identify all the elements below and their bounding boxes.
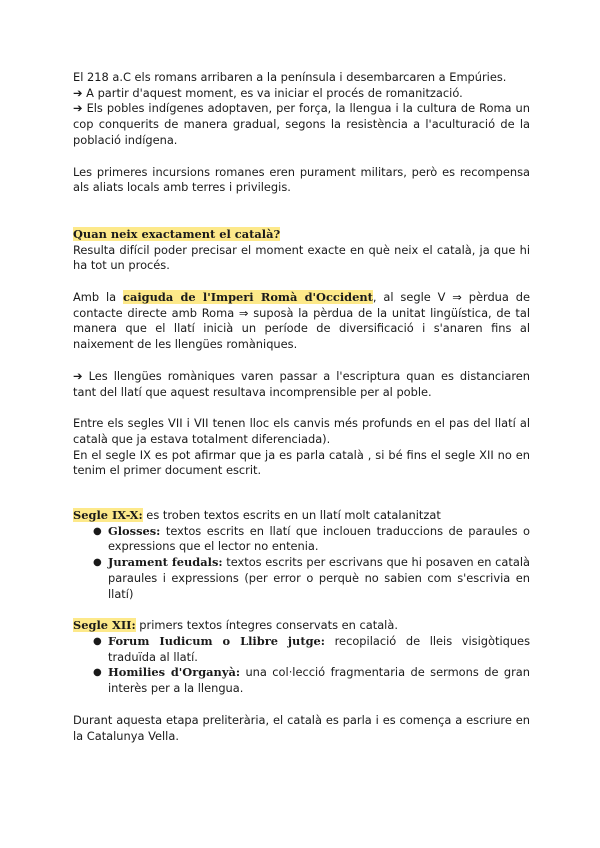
list-item bbox=[73, 555, 530, 602]
segle-ix-list bbox=[73, 524, 530, 603]
intro-line-1: El 218 a.C els romans arribaren a la península i desembarcaren a Empúries. bbox=[73, 70, 507, 84]
centuries-p1: Entre els segles VII i VII tenen lloc els canvis més profunds en el pas del llatí al català que ja estava totalment diferenciada). bbox=[73, 416, 530, 446]
romance-paragraph bbox=[73, 369, 530, 400]
arrow-icon: ➔ bbox=[73, 101, 83, 116]
segle-ix-heading bbox=[73, 508, 530, 524]
fall-highlight: caiguda de l'Imperi Romà d'Occident bbox=[123, 290, 373, 305]
list-item bbox=[73, 524, 530, 555]
list-item-text: textos escrits en llatí que inclouen traduccions de paraules o expressions que el lector no entenia. bbox=[108, 523, 530, 554]
section-text: Resulta difícil poder precisar el moment exacte en què neix el català, ja que hi ha tot un procés. bbox=[73, 242, 530, 273]
segle-xii-list bbox=[73, 634, 530, 697]
list-item-term: Jurament feudals: bbox=[108, 555, 223, 570]
centuries-p2: En el segle IX es pot afirmar que ja es parla català , si bé fins el segle XII no en tenim el primer document escrit. bbox=[73, 447, 530, 478]
list-item-text: una col·lecció fragmentaria de sermons de gran interès per a la llengua. bbox=[108, 665, 530, 696]
segle-xii-text: primers textos íntegres conservats en català. bbox=[135, 618, 398, 633]
segle-ix-label: Segle IX-X: bbox=[73, 508, 143, 523]
arrow-icon: ➔ bbox=[73, 85, 83, 100]
incursions-paragraph: Les primeres incursions romanes eren purament militars, però es recompensa als aliats locals amb terres i privilegis. bbox=[73, 164, 530, 195]
romance-text: Les llengües romàniques varen passar a l'escriptura quan es distanciaren tant del llatí que aquest resultava incomprensible per al poble. bbox=[73, 368, 530, 399]
document-body bbox=[73, 70, 530, 744]
fall-pre: Amb la bbox=[73, 290, 124, 305]
centuries-paragraph bbox=[73, 416, 530, 479]
segle-xii-label: Segle XII: bbox=[73, 618, 136, 633]
section-heading: Quan neix exactament el català? bbox=[73, 226, 281, 241]
bullet-icon: ● bbox=[93, 557, 102, 569]
intro-paragraph bbox=[73, 70, 530, 149]
list-item bbox=[73, 634, 530, 665]
closing-paragraph: Durant aquesta etapa preliterària, el català es parla i es comença a escriure en la Catalunya Vella. bbox=[73, 712, 530, 743]
list-item-text: recopilació de lleis visigòtiques traduïda al llatí. bbox=[108, 633, 531, 664]
fall-paragraph bbox=[73, 290, 530, 353]
section-quan-neix bbox=[73, 227, 530, 274]
fall-post: , al segle V ⇒ pèrdua de contacte directe amb Roma ⇒ suposà la pèrdua de la unitat lingüística, de tal manera que el llatí inicià un període de diversificació i s'anaren fins al naixement de les llengües romàniques. bbox=[73, 290, 530, 352]
list-item-term: Forum Iudicum o Llibre jutge: bbox=[108, 633, 325, 648]
segle-ix-text: es troben textos escrits en un llatí molt catalanitzat bbox=[142, 508, 441, 523]
list-item-term: Glosses: bbox=[108, 523, 161, 538]
list-item bbox=[73, 665, 530, 696]
list-item-text: textos escrits per escrivans que hi posaven en català paraules i expressions (per error o perquè no sabien com s'escrivia en llatí) bbox=[108, 555, 530, 601]
segle-xii-heading bbox=[73, 618, 530, 634]
bullet-icon: ● bbox=[93, 525, 102, 537]
list-item-term: Homilies d'Organyà: bbox=[108, 665, 241, 680]
bullet-icon: ● bbox=[93, 667, 102, 679]
arrow-icon: ➔ bbox=[73, 368, 83, 383]
intro-line-3: Els pobles indígenes adoptaven, per força, la llengua i la cultura de Roma un cop conquerits de manera gradual, segons la resistència a l'aculturació de la població indígena. bbox=[73, 101, 530, 147]
intro-line-2: A partir d'aquest moment, es va iniciar el procés de romanització. bbox=[82, 85, 463, 100]
bullet-icon: ● bbox=[93, 635, 102, 647]
